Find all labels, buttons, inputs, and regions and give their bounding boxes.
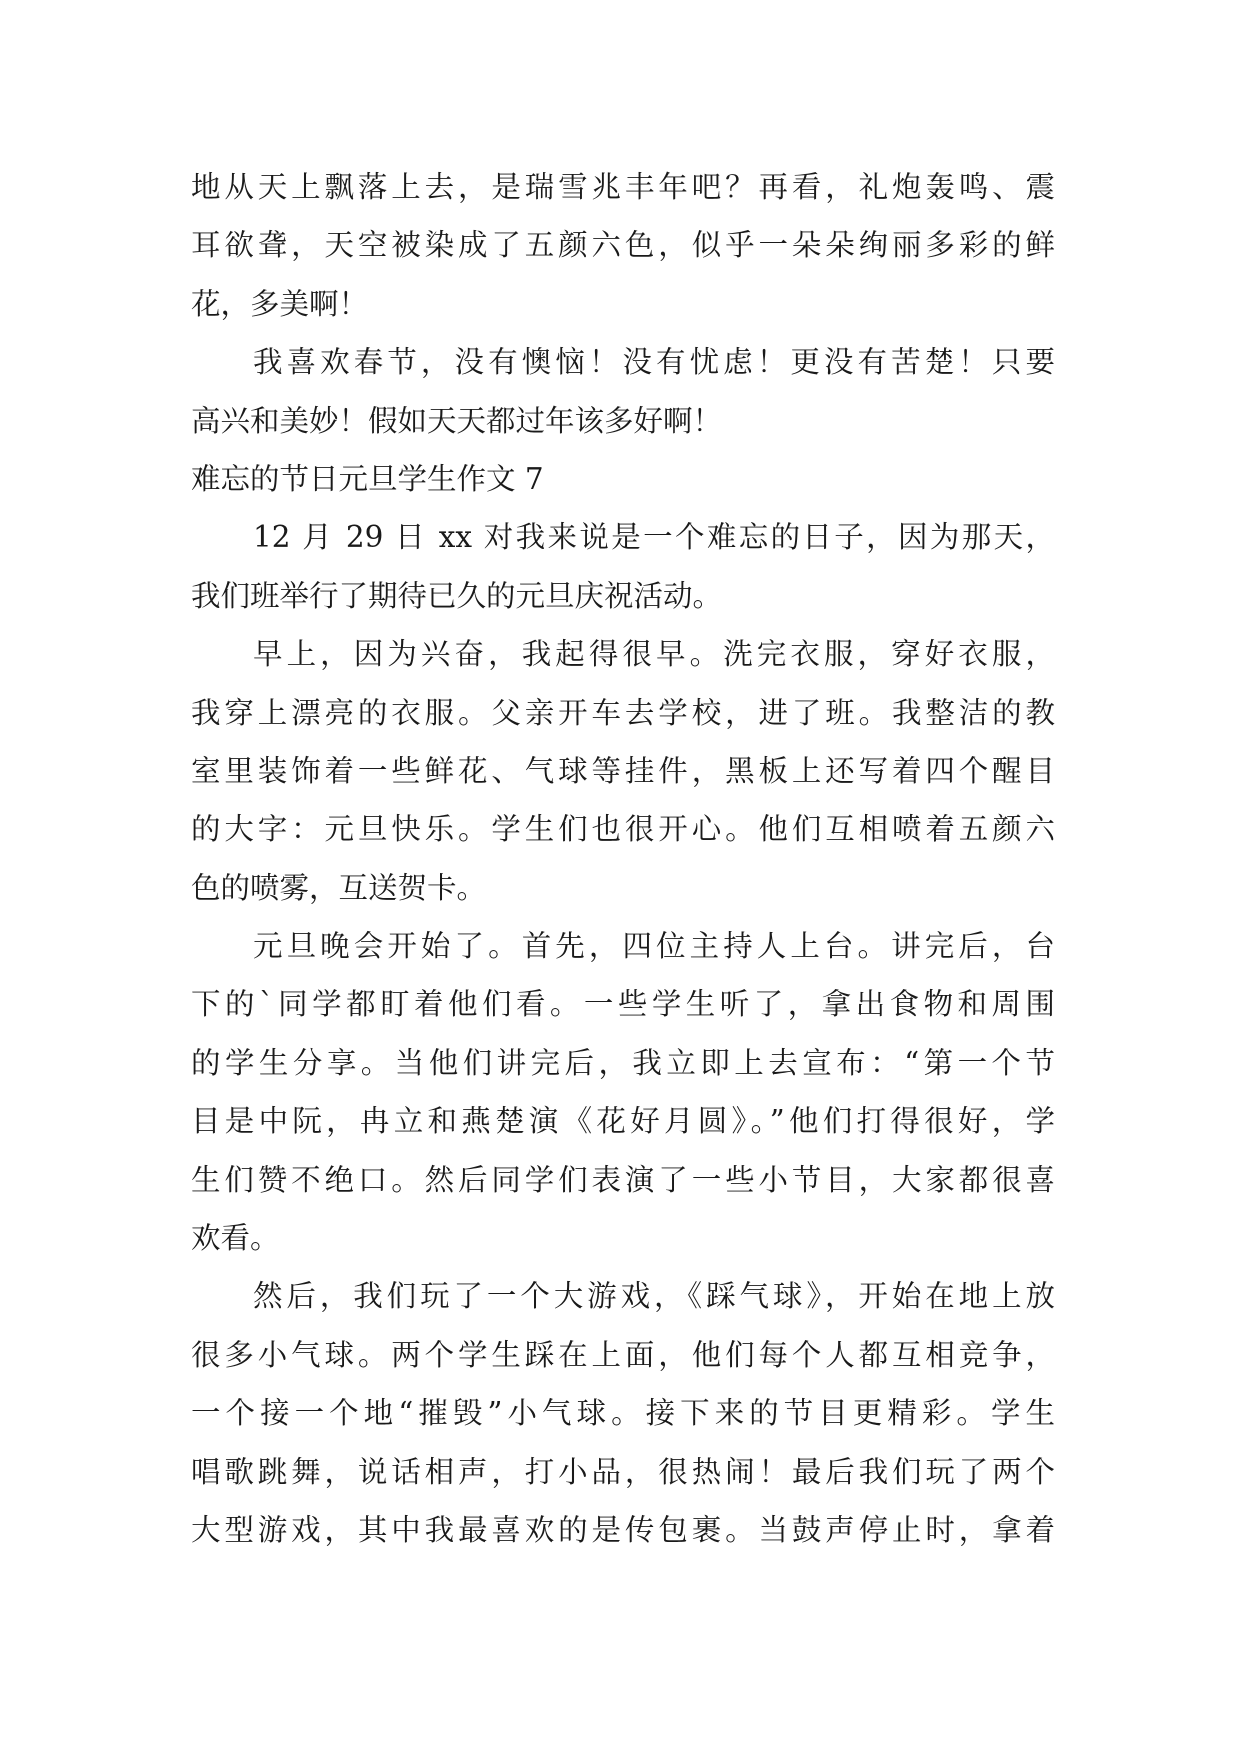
document-body [191,158,1055,1559]
text-line: 欢看。 [191,1221,280,1256]
paragraph-first-line: 我喜欢春节，没有懊恼！没有忧虑！更没有苦楚！只要 [253,345,1055,380]
text-line: 地从天上飘落上去，是瑞雪兆丰年吧？再看，礼炮轰鸣、震 [191,170,1055,204]
text-line: 下的`同学都盯着他们看。一些学生听了，拿出食物和周围 [191,987,1055,1022]
text-line: 我们班举行了期待已久的元旦庆祝活动。 [191,578,723,613]
text-line: 大型游戏，其中我最喜欢的是传包裹。当鼓声停止时，拿着 [191,1512,1055,1547]
text-line: 室里装饰着一些鲜花、气球等挂件，黑板上还写着四个醒目 [191,753,1055,788]
text-line: 一个接一个地“摧毁”小气球。接下来的节目更精彩。学生 [191,1396,1055,1431]
text-line: 的学生分享。当他们讲完后，我立即上去宣布：“第一个节 [191,1045,1055,1080]
paragraph-first-line: 然后，我们玩了一个大游戏，《踩气球》，开始在地上放 [253,1279,1055,1314]
paragraph-first-line: 12 月 29 日 xx 对我来说是一个难忘的日子，因为那天， [253,520,1055,555]
paragraph-first-line: 元旦晚会开始了。首先，四位主持人上台。讲完后，台 [253,929,1055,964]
section-heading: 难忘的节日元旦学生作文 7 [191,461,544,496]
text-line: 高兴和美妙！假如天天都过年该多好啊！ [191,403,723,438]
text-line: 的大字：元旦快乐。学生们也很开心。他们互相喷着五颜六 [191,812,1055,847]
text-line: 耳欲聋，天空被染成了五颜六色，似乎一朵朵绚丽多彩的鲜 [191,228,1055,263]
text-line: 目是中阮，冉立和燕楚演《花好月圆》。”他们打得很好，学 [191,1104,1055,1139]
text-line: 很多小气球。两个学生踩在上面，他们每个人都互相竞争， [191,1337,1055,1372]
text-line: 我穿上漂亮的衣服。父亲开车去学校，进了班。我整洁的教 [191,695,1055,730]
text-line: 生们赞不绝口。然后同学们表演了一些小节目，大家都很喜 [191,1162,1055,1197]
paragraph-first-line: 早上，因为兴奋，我起得很早。洗完衣服，穿好衣服， [253,637,1055,672]
text-line: 花，多美啊！ [191,286,369,321]
text-line: 色的喷雾，互送贺卡。 [191,870,487,905]
text-line: 唱歌跳舞，说话相声，打小品，很热闹！最后我们玩了两个 [191,1454,1055,1489]
